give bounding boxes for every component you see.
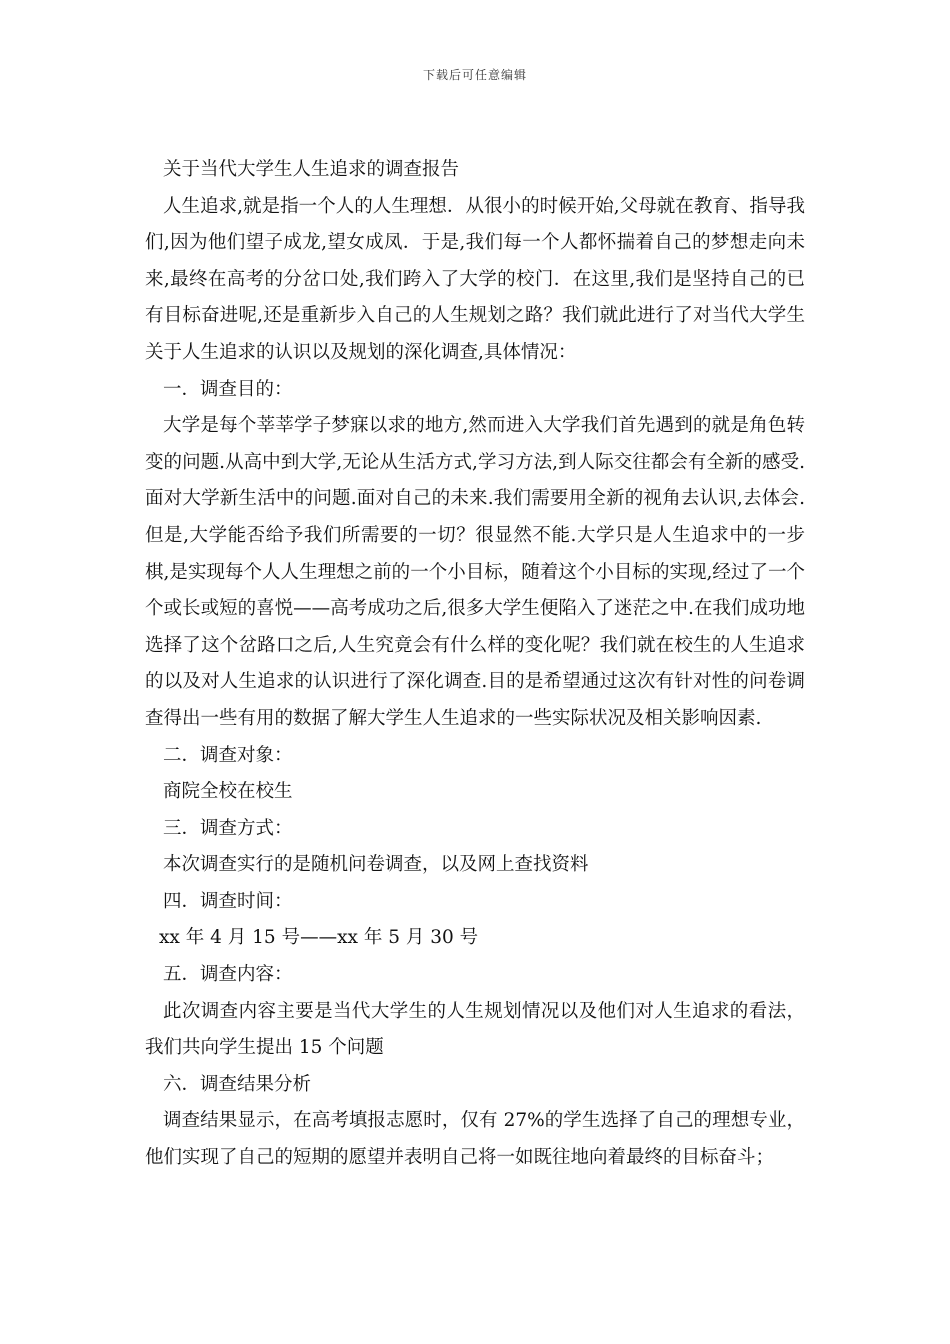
section-heading-subjects: 二．调查对象： (163, 744, 293, 766)
section-heading-time: 四．调查时间： (163, 890, 293, 912)
section-heading-method: 三．调查方式： (163, 817, 293, 839)
section-heading-content: 五．调查内容： (163, 964, 293, 986)
section-body-time: xx 年 4 月 15 号——xx 年 5 月 30 号 (159, 927, 479, 949)
intro-paragraph: 人生追求,就是指一个人的人生理想．从很小的时候开始,父母就在教育、指导我们,因为他们望子成龙,望女成凤．于是,我们每一个人都怀揣着自己的梦想走向未来,最终在高考的分岔口处,我们跨入了大学的校门．在这里,我们是坚持自己的已有目标奋进呢,还是重新步入自己的人生规划之路？我们就此进行了对当代大学生关于人生追求的认识以及规划的深化调查,具体情况： (145, 195, 805, 363)
section-body-content: 此次调查内容主要是当代大学生的人生规划情况以及他们对人生追求的看法，我们共向学生提出 15 个问题 (145, 1000, 805, 1059)
document-title: 关于当代大学生人生追求的调查报告 (163, 159, 460, 180)
section-body-subjects: 商院全校在校生 (163, 781, 293, 803)
page-header: 下载后可任意编辑 (422, 68, 527, 82)
section-body-purpose: 大学是每个莘莘学子梦寐以求的地方,然而进入大学我们首先遇到的就是角色转变的问题.从高中到大学,无论从生活方式,学习方法,到人际交往都会有全新的感受.面对大学新生活中的问题.面对自己的未来.我们需要用全新的视角去认识,去体会.但是,大学能否给予我们所需要的一切？很显然不能.大学只是人生追求中的一步棋,是实现每个人人生理想之前的一个小目标，随着这个小目标的实现,经过了一个个或长或短的喜悦——高考成功之后,很多大学生便陷入了迷茫之中.在我们成功地选择了这个岔路口之后,人生究竟会有什么样的变化呢？我们就在校生的人生追求的以及对人生追求的认识进行了深化调查.目的是希望通过这次有针对性的问卷调查得出一些有用的数据了解大学生人生追求的一些实际状况及相关影响因素. (145, 415, 805, 729)
section-body-method: 本次调查实行的是随机问卷调查，以及网上查找资料 (163, 854, 589, 876)
section-heading-results: 六．调查结果分析 (163, 1073, 312, 1095)
document-body (145, 152, 805, 1177)
section-heading-purpose: 一．调查目的： (163, 378, 293, 400)
section-body-results: 调查结果显示，在高考填报志愿时，仅有 27%的学生选择了自己的理想专业，他们实现了自己的短期的愿望并表明自己将一如既往地向着最终的目标奋斗； (145, 1110, 805, 1169)
